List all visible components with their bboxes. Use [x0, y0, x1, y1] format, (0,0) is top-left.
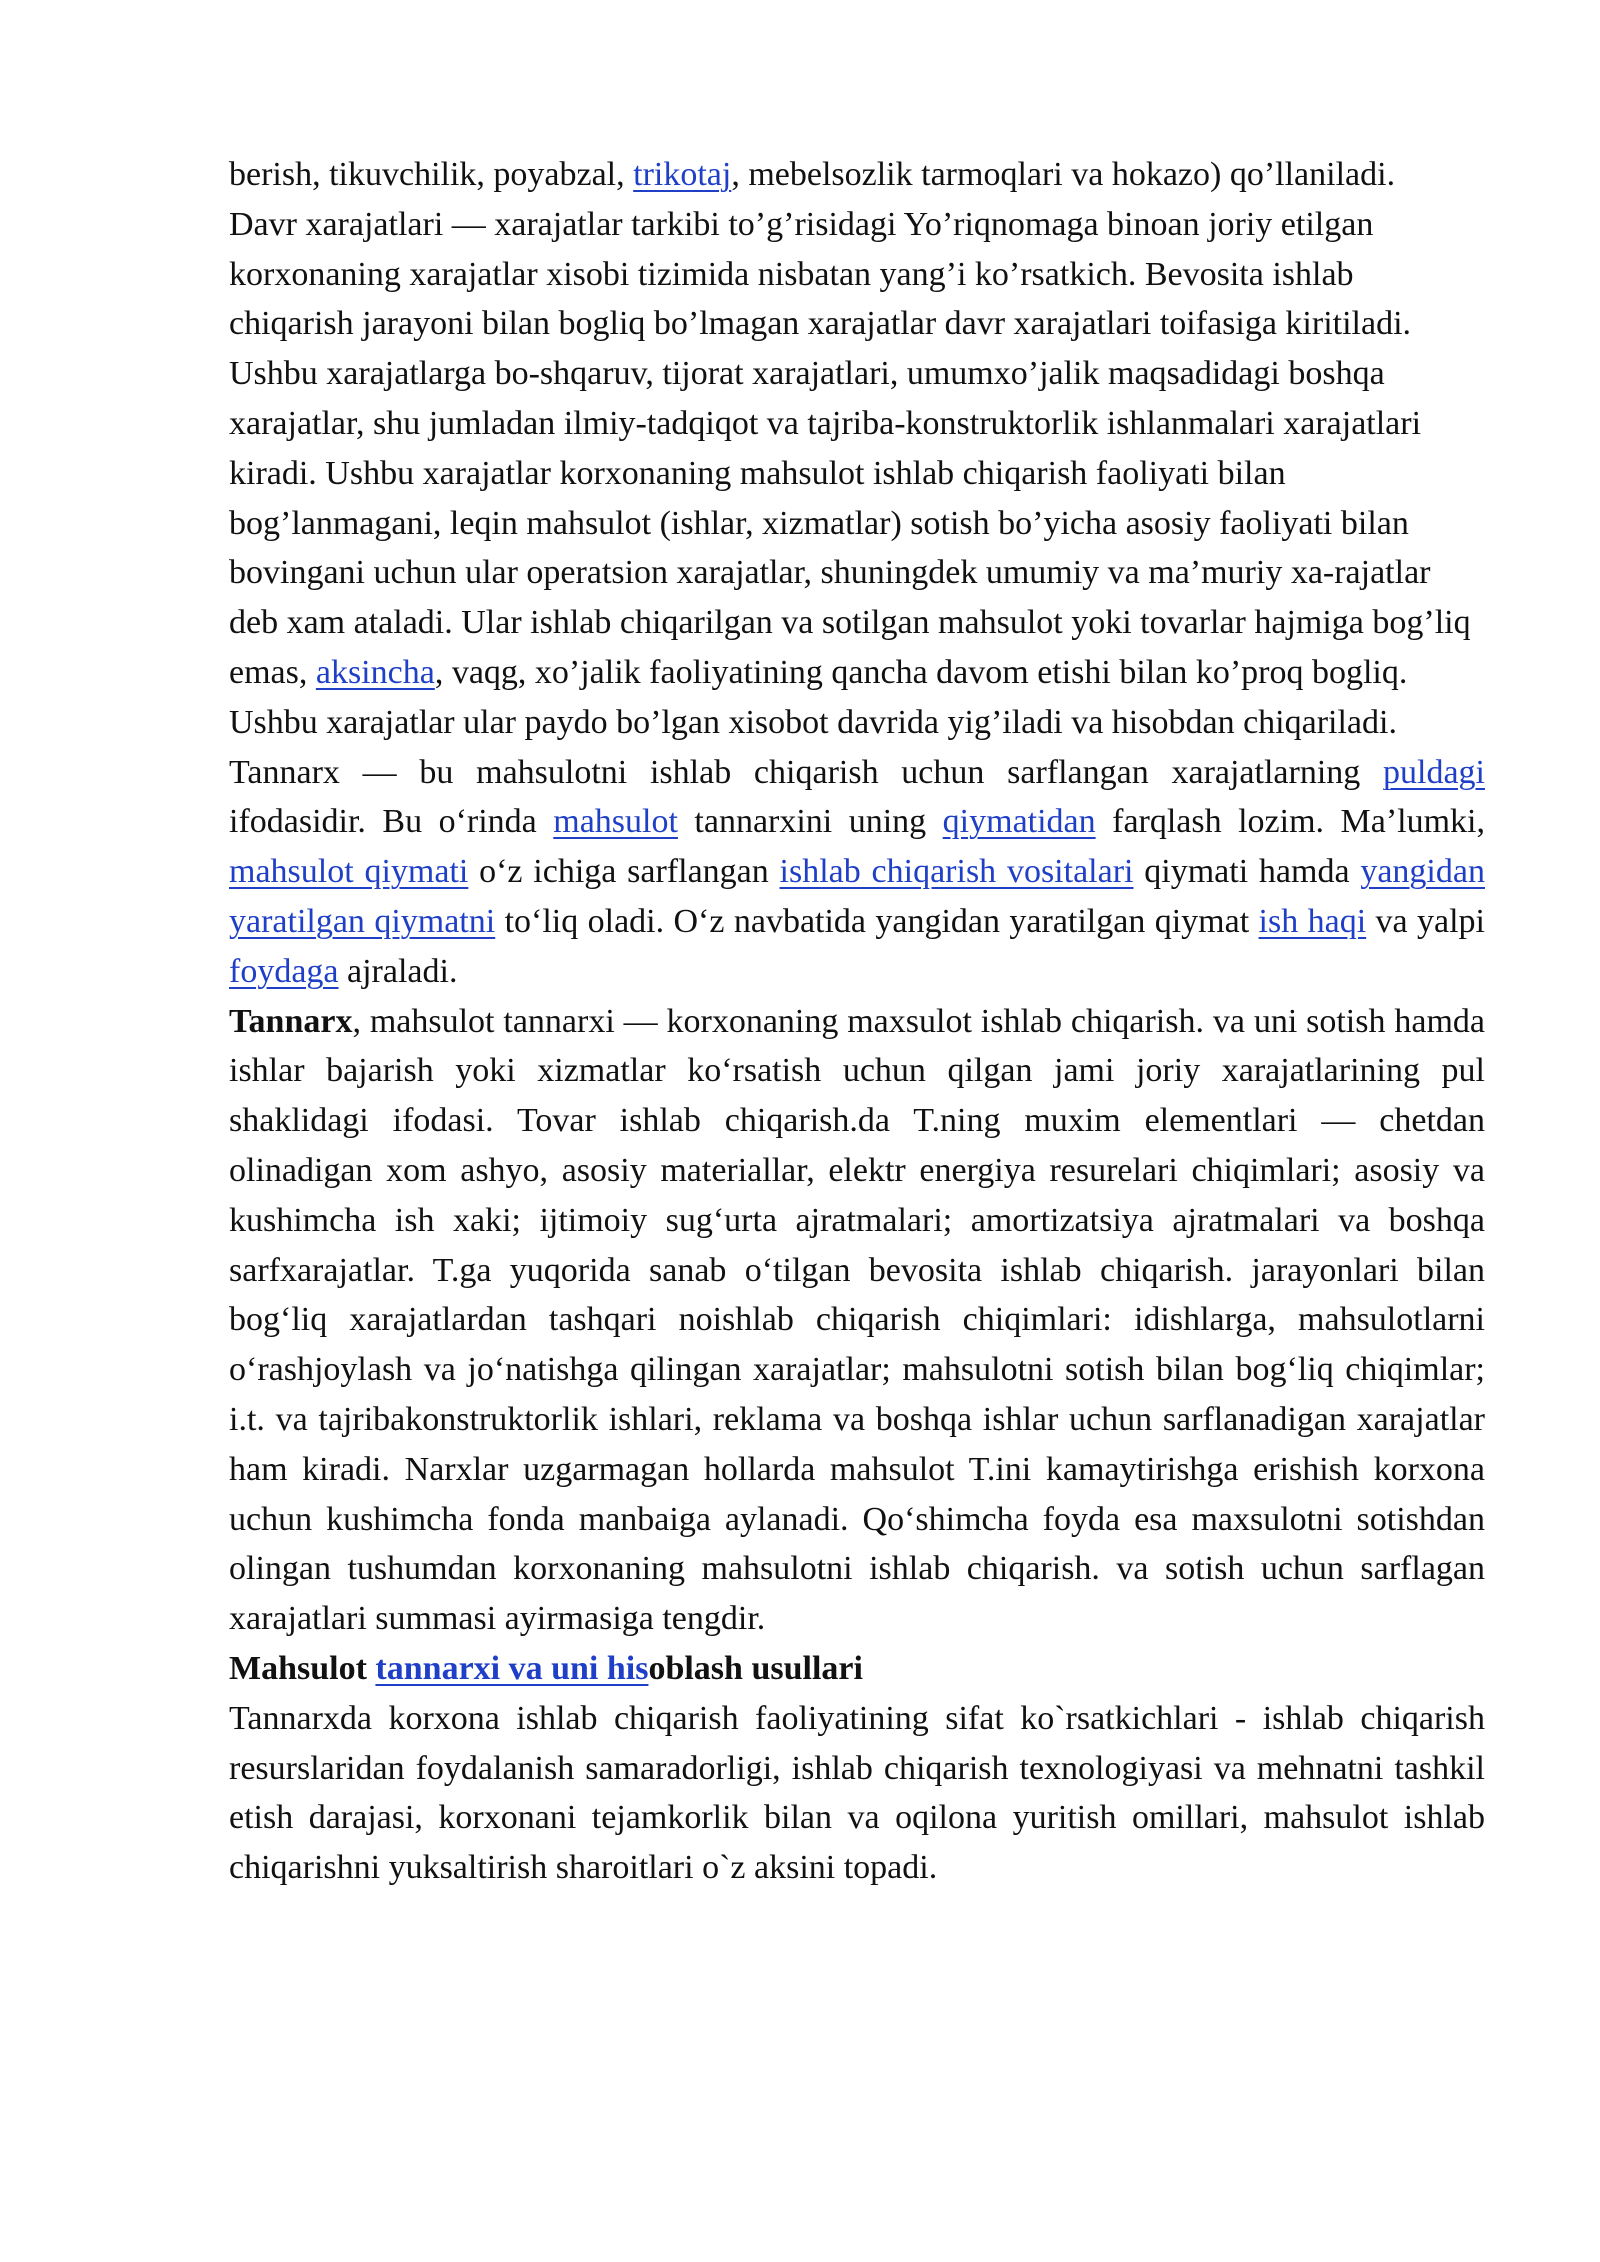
link-yangidan-yaratilgan-qiymatni[interactable]: yangidan yaratilgan qiymatni	[229, 853, 1485, 940]
section-heading	[229, 1644, 1485, 1694]
link-trikotaj[interactable]: trikotaj	[633, 156, 732, 193]
text: qiymati hamda	[1133, 853, 1361, 891]
heading-text: Mahsulot	[229, 1649, 376, 1687]
link-foydaga[interactable]: foydaga	[229, 952, 339, 990]
link-tannarxi-va-uni-his[interactable]: tannarxi va uni his	[375, 1649, 649, 1687]
text: Tannarxda korxona ishlab chiqarish faoliyatining sifat ko`rsatkichlari - ishlab chiqarish resurslaridan foydalanish samaradorligi, ishlab chiqarish texnologiyasi va mehnatni tashkil etish darajasi, korxonani tejamkorlik bilan va oqilona yuritish omillari, mahsulot ishlab chiqarishni yuksaltirish sharoitlari o`z aksini topadi.	[229, 1699, 1485, 1887]
heading-text: oblash usullari	[648, 1649, 863, 1687]
paragraph-tannarx-elements	[229, 997, 1485, 1644]
text: , mebelsozlik tarmoqlari va hokazo) qo’llaniladi.	[731, 156, 1396, 193]
text: Davr xarajatlari — xarajatlar tarkibi to’g’risidagi Yo’riqnomaga binoan joriy etilgan korxonaning xarajatlar xisobi tizimida nisbatan yang’i ko’rsatkich. Bevosita ishlab chiqarish jarayoni bilan bogliq bo’lmagan xarajatlar davr xarajatlari toifasiga kiritiladi. Ushbu xarajatlarga bo-shqaruv, tijorat xarajatlari, umumxo’jalik maqsadidagi boshqa xarajatlar, shu jumladan ilmiy-tadqiqot va tajriba-konstruktorlik ishlanmalari xarajatlari kiradi. Ushbu xarajatlar korxonaning mahsulot ishlab chiqarish faoliyati bilan bog’lanmagani, leqin mahsulot (ishlar, xizmatlar) sotish bo’yicha asosiy faoliyati bilan bovingani uchun ular operatsion xarajatlar, shuningdek umumiy va ma’muriy xa-rajatlar deb xam ataladi. Ular ishlab chiqarilgan va sotilgan mahsulot yoki tovarlar hajmiga bog’liq emas,	[229, 205, 1471, 691]
text: ifodasidir. Bu oʻrinda	[229, 803, 554, 841]
text: Tannarx — bu mahsulotni ishlab chiqarish uchun sarflangan xarajatlarning	[229, 753, 1384, 791]
text: , mahsulot tannarxi — korxonaning maxsulot ishlab chiqarish. va uni sotish hamda ishlar bajarish yoki xizmatlar koʻrsatish uchun qilgan jami joriy xarajatlarining pul shaklidagi ifodasi. Tovar ishlab chiqarish.da T.ning muxim elementlari — chetdan olinadigan xom ashyo, asosiy materiallar, elektr energiya resurelari chiqimlari; asosiy va kushimcha ish xaki; ijtimoiy sugʻurta ajratmalari; amortizatsiya ajratmalari va boshqa sarfxarajatlar. T.ga yuqorida sanab oʻtilgan bevosita ishlab chiqarish. jarayonlari bilan bogʻliq xarajatlardan tashqari noishlab chiqarish chiqimlari: idishlarga, mahsulotlarni oʻrashjoylash va joʻnatishga qilingan xarajatlar; mahsulotni sotish bilan bogʻliq chiqimlar; i.t. va tajribakonstruktorlik ishlari, reklama va boshqa ishlar uchun sarflanadigan xarajatlar ham kiradi. Narxlar uzgarmagan hollarda mahsulot T.ini kamaytirishga erishish korxona uchun kushimcha fonda manbaiga aylanadi. Qoʻshimcha foyda esa maxsulotni sotishdan olingan tushumdan korxonaning mahsulotni ishlab chiqarish. va sotish uchun sarflagan xarajatlari summasi ayirmasiga tengdir.	[229, 1002, 1485, 1638]
link-aksincha[interactable]: aksincha	[315, 653, 435, 691]
link-ishlab-chiqarish-vositalari[interactable]: ishlab chiqarish vositalari	[779, 853, 1134, 891]
text: tannarxini uning	[677, 803, 943, 841]
paragraph-intro	[229, 150, 1485, 200]
text: berish, tikuvchilik, poyabzal,	[229, 156, 634, 193]
link-puldagi[interactable]: puldagi	[1383, 753, 1485, 791]
link-ish-haqi[interactable]: ish haqi	[1258, 902, 1367, 940]
text: toʻliq oladi. Oʻz navbatida yangidan yaratilgan qiymat	[495, 902, 1259, 940]
text: va yalpi	[1366, 902, 1485, 940]
text: , vaqg, xo’jalik faoliyatining qancha davom etishi bilan ko’proq bogliq. Ushbu xarajatlar ular paydo bo’lgan xisobot davrida yig’iladi va hisobdan chiqariladi.	[229, 653, 1408, 741]
text: farqlash lozim. Maʼlumki,	[1095, 803, 1486, 841]
document-body	[229, 150, 1485, 1893]
link-qiymatidan[interactable]: qiymatidan	[942, 803, 1096, 841]
paragraph-tannarx-quality	[229, 1694, 1485, 1893]
bold-term: Tannarx	[229, 1002, 353, 1040]
paragraph-tannarx-definition	[229, 748, 1485, 997]
text: ajraladi.	[338, 952, 458, 990]
link-mahsulot-qiymati[interactable]: mahsulot qiymati	[229, 853, 469, 891]
link-mahsulot[interactable]: mahsulot	[553, 803, 678, 841]
text: oʻz ichiga sarflangan	[468, 853, 780, 891]
paragraph-davr-xarajatlari	[229, 200, 1485, 748]
